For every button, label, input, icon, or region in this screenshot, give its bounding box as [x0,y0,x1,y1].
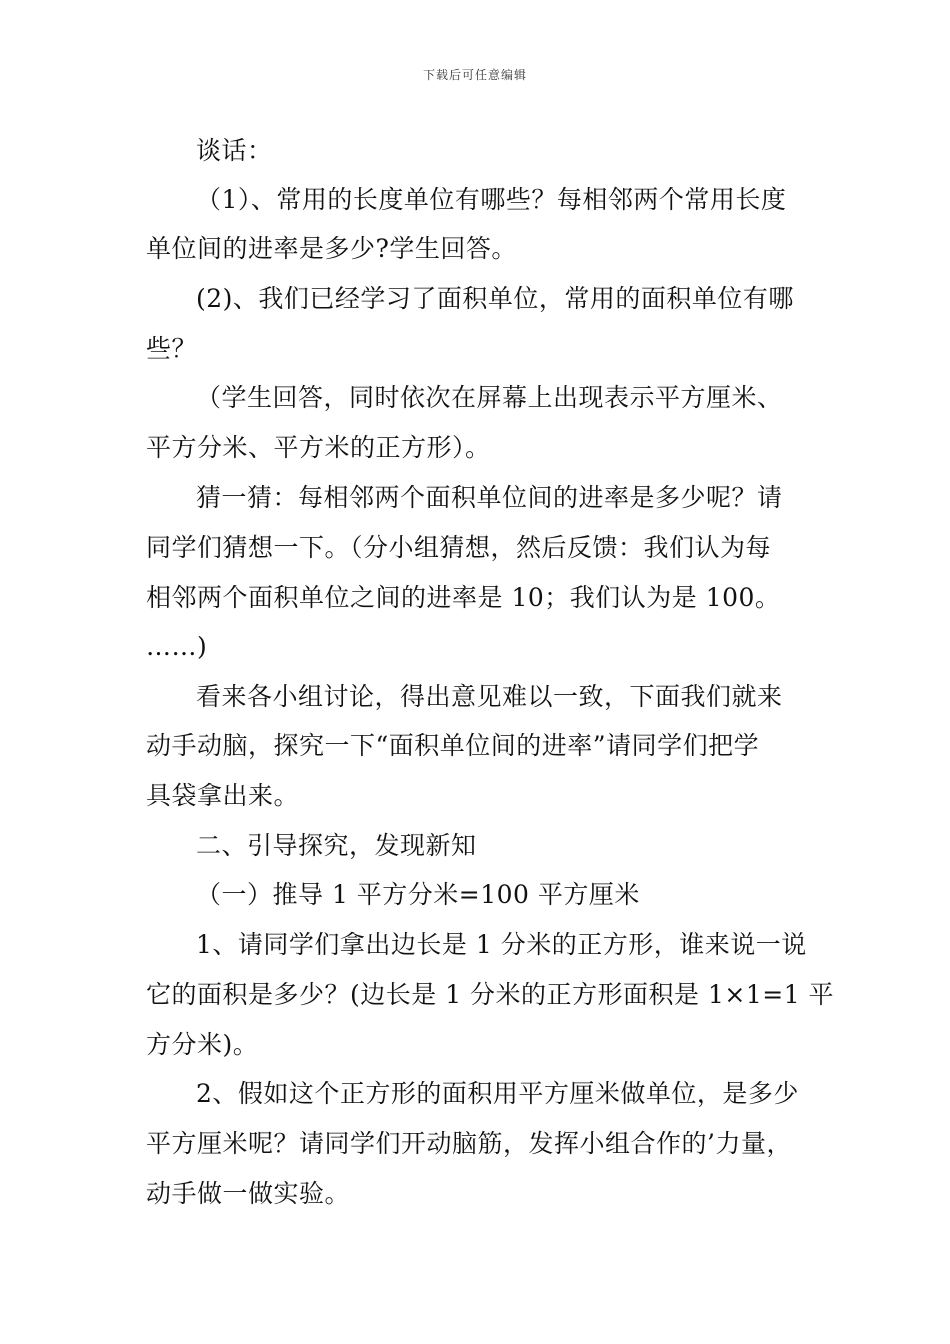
subsection-heading: （一）推导 1 平方分米=100 平方厘米 [196,880,640,909]
text-line: 平方分米、平方米的正方形）。 [146,433,491,462]
text-line: 它的面积是多少？(边长是 1 分米的正方形面积是 1×1=1 平 [146,980,835,1009]
text-line: 1、请同学们拿出边长是 1 分米的正方形，谁来说一说 [196,930,807,959]
section-heading: 二、引导探究，发现新知 [196,831,477,860]
text-line: 些？ [146,334,198,363]
text-line: （学生回答，同时依次在屏幕上出现表示平方厘米、 [196,383,783,412]
text-line: 方分米)。 [146,1030,259,1059]
text-line: 动手动脑，探究一下“面积单位间的进率”请同学们把学 [146,731,760,760]
text-line: 谈话： [196,136,273,165]
page-header: 下载后可任意编辑 [422,68,527,82]
text-line: 看来各小组讨论，得出意见难以一致，下面我们就来 [196,682,783,711]
text-line: 具袋拿出来。 [146,781,300,810]
text-line: 相邻两个面积单位之间的进率是 10；我们认为是 100。 [146,583,781,612]
text-line: 单位间的进率是多少?学生回答。 [146,234,517,263]
text-line: 2、假如这个正方形的面积用平方厘米做单位，是多少 [196,1079,799,1108]
text-line: 猜一猜：每相邻两个面积单位间的进率是多少呢？请 [196,483,783,512]
text-line: 平方厘米呢？请同学们开动脑筋，发挥小组合作的’力量， [146,1129,792,1158]
text-line: 动手做一做实验。 [146,1179,351,1208]
text-line: (2)、我们已经学习了面积单位，常用的面积单位有哪 [196,284,794,313]
text-line: ……) [146,632,208,661]
text-line: （1）、常用的长度单位有哪些？每相邻两个常用长度 [196,185,787,214]
text-line: 同学们猜想一下。（分小组猜想，然后反馈：我们认为每 [146,533,772,562]
